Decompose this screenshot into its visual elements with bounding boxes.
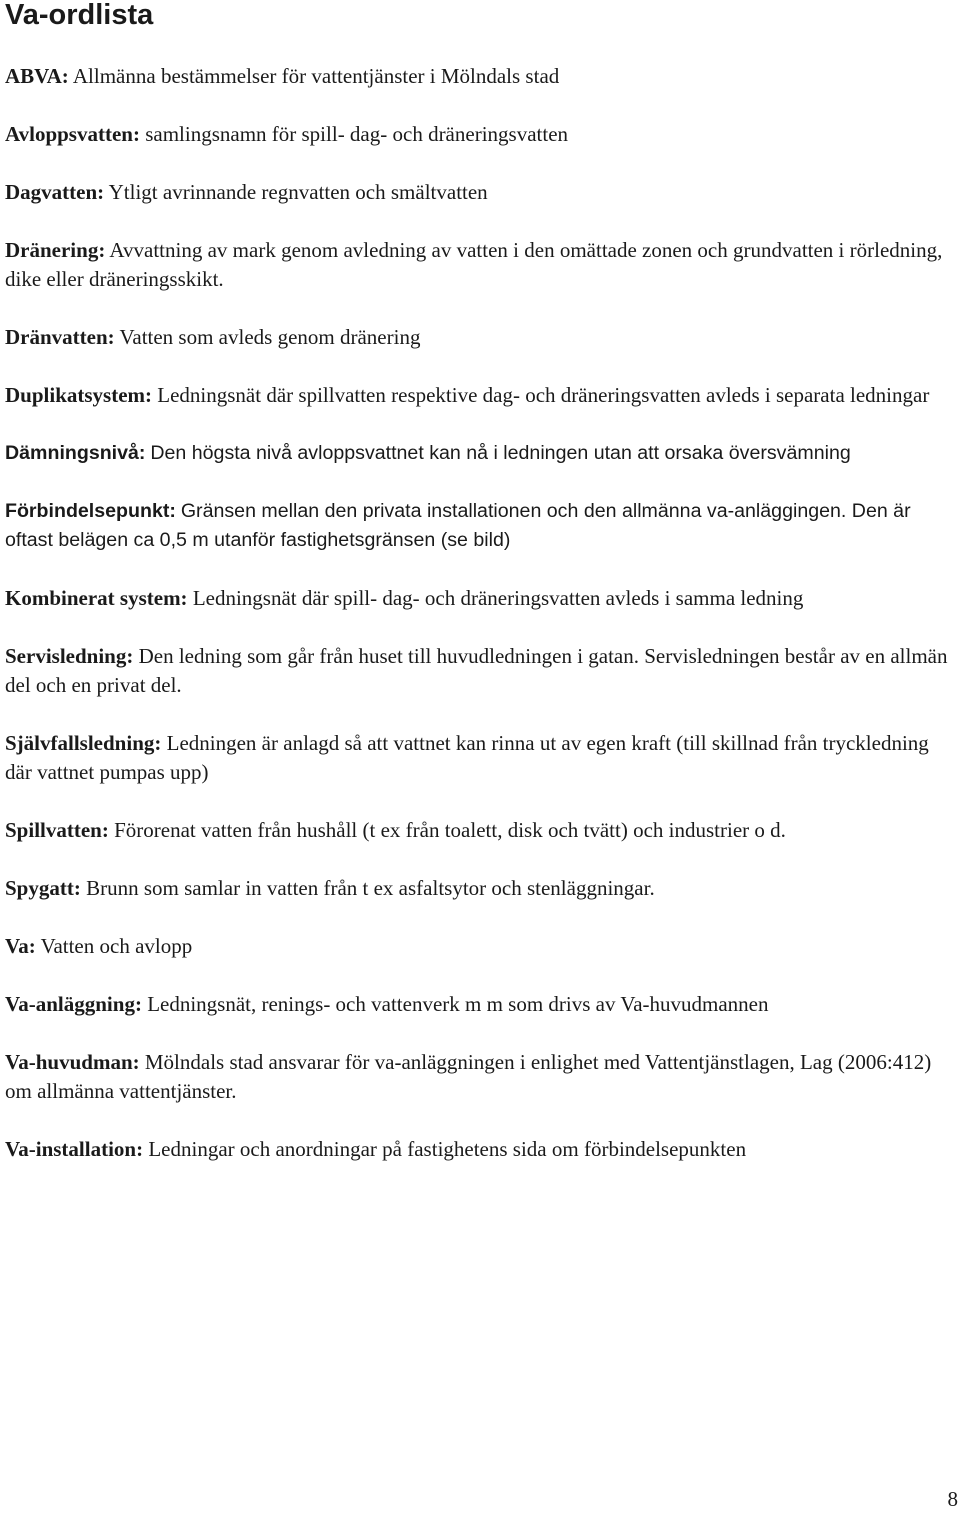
- glossary-term: Va-anläggning:: [5, 992, 142, 1016]
- glossary-entry: [5, 1048, 950, 1106]
- glossary-term: Dränvatten:: [5, 325, 115, 349]
- glossary-definition: Vatten och avlopp: [40, 934, 193, 958]
- glossary-entry: [5, 874, 950, 903]
- glossary-entry: [5, 642, 950, 700]
- glossary-definition: Ledningar och anordningar på fastighetens sida om förbindelsepunkten: [148, 1137, 747, 1161]
- glossary-definition: Mölndals stad ansvarar för va-anläggningen i enlighet med Vattentjänstlagen, Lag (2006:412) om allmänna vattentjänster.: [5, 1050, 932, 1103]
- page-title: Va-ordlista: [5, 0, 154, 31]
- glossary-term: Spillvatten:: [5, 818, 109, 842]
- glossary-term: Dränering:: [5, 238, 106, 262]
- glossary-list: [5, 62, 950, 1193]
- glossary-entry: [5, 381, 950, 410]
- glossary-entry: [5, 323, 950, 352]
- glossary-definition: Vatten som avleds genom dränering: [119, 325, 421, 349]
- page-number: 8: [947, 1487, 958, 1511]
- glossary-term: Självfallsledning:: [5, 731, 162, 755]
- glossary-entry: [5, 816, 950, 845]
- glossary-term: Servisledning:: [5, 644, 134, 668]
- glossary-definition: Den ledning som går från huset till huvudledningen i gatan. Servisledningen består av en allmän del och en privat del.: [5, 644, 948, 697]
- glossary-term: Avloppsvatten:: [5, 122, 140, 146]
- glossary-definition: Ledningsnät där spill- dag- och dräneringsvatten avleds i samma ledning: [192, 586, 804, 610]
- glossary-entry: [5, 62, 950, 91]
- glossary-entry: [5, 990, 950, 1019]
- glossary-term: Va-huvudman:: [5, 1050, 140, 1074]
- glossary-entry: [5, 497, 950, 555]
- glossary-entry: [5, 120, 950, 149]
- glossary-term: Spygatt:: [5, 876, 81, 900]
- glossary-definition: Ledningen är anlagd så att vattnet kan rinna ut av egen kraft (till skillnad från tryckledning där vattnet pumpas upp): [5, 731, 929, 784]
- glossary-definition: Ledningsnät där spillvatten respektive dag- och dräneringsvatten avleds i separata ledningar: [157, 383, 930, 407]
- glossary-definition: Avvattning av mark genom avledning av vatten i den omättade zonen och grundvatten i rörledning, dike eller dräneringsskikt.: [5, 238, 943, 291]
- glossary-definition: Ytligt avrinnande regnvatten och smältvatten: [108, 180, 488, 204]
- glossary-definition: Gränsen mellan den privata installationen och den allmänna va-anläggingen. Den är oftast belägen ca 0,5 m utanför fastighetsgränsen (se bild): [5, 500, 911, 551]
- glossary-definition: Förorenat vatten från hushåll (t ex från toalett, disk och tvätt) och industrier o d.: [114, 818, 786, 842]
- glossary-term: Dämningsnivå:: [5, 442, 146, 464]
- glossary-entry: [5, 932, 950, 961]
- glossary-definition: Allmänna bestämmelser för vattentjänster i Mölndals stad: [72, 64, 560, 88]
- glossary-term: Va:: [5, 934, 36, 958]
- glossary-term: Kombinerat system:: [5, 586, 188, 610]
- glossary-term: Förbindelsepunkt:: [5, 500, 176, 522]
- glossary-definition: Ledningsnät, renings- och vattenverk m m som drivs av Va-huvudmannen: [147, 992, 769, 1016]
- glossary-entry: [5, 439, 950, 468]
- glossary-entry: [5, 1135, 950, 1164]
- glossary-entry: [5, 584, 950, 613]
- glossary-definition: Den högsta nivå avloppsvattnet kan nå i ledningen utan att orsaka översvämning: [150, 442, 851, 464]
- glossary-definition: samlingsnamn för spill- dag- och dräneringsvatten: [145, 122, 569, 146]
- glossary-entry: [5, 236, 950, 294]
- glossary-definition: Brunn som samlar in vatten från t ex asfaltsytor och stenläggningar.: [86, 876, 655, 900]
- glossary-term: Duplikatsystem:: [5, 383, 153, 407]
- glossary-term: Dagvatten:: [5, 180, 105, 204]
- glossary-entry: [5, 729, 950, 787]
- glossary-term: ABVA:: [5, 64, 69, 88]
- glossary-term: Va-installation:: [5, 1137, 144, 1161]
- glossary-entry: [5, 178, 950, 207]
